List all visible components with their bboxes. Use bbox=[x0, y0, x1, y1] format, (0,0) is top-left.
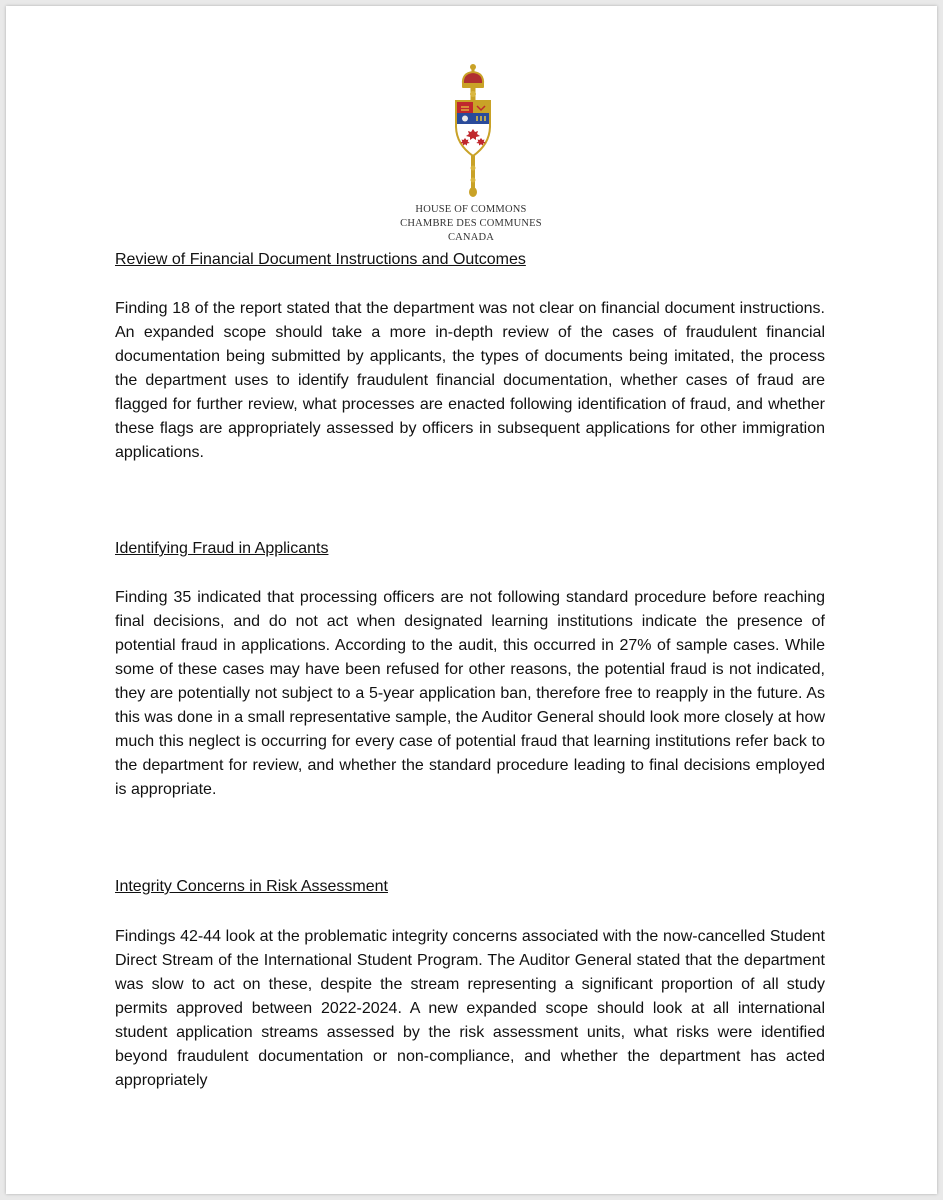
letterhead-line-french: CHAMBRE DES COMMUNES bbox=[400, 218, 542, 229]
letterhead-line-english: HOUSE OF COMMONS bbox=[415, 204, 527, 215]
document-page bbox=[6, 6, 937, 1194]
section-body-financial-documents: Finding 18 of the report stated that the department was not clear on financial document instructions. An expanded scope should take a more in-depth review of the cases of fraudulent financial documentation being submitted by applicants, the types of documents being imitated, the process the department uses to identify fraudulent financial documentation, whether cases of fraud are flagged for further review, what processes are enacted following identification of fraud, and whether these flags are appropriately assessed by officers in subsequent applications for other immigration applications. bbox=[115, 300, 825, 461]
house-of-commons-crest-icon bbox=[453, 64, 493, 198]
section-body-identifying-fraud: Finding 35 indicated that processing officers are not following standard procedure before reaching final decisions, and do not act when designated learning institutions indicate the presence of potential fraud in applications. According to the audit, this occurred in 27% of sample cases. While some of these cases may have been refused for other reasons, the potential fraud is not indicated, they are potentially not subject to a 5-year application ban, therefore free to reapply in the future. As this was done in a small representative sample, the Auditor General should look more closely at how much this neglect is occurring for every case of potential fraud that learning institutions refer back to the department for review, and whether the standard procedure leading to final decisions employed is appropriate. bbox=[115, 589, 825, 798]
letterhead bbox=[331, 203, 611, 245]
letterhead-line-country: CANADA bbox=[447, 232, 495, 243]
section-heading-financial-documents: Review of Financial Document Instructions and Outcomes bbox=[115, 251, 526, 268]
section-heading-risk-assessment: Integrity Concerns in Risk Assessment bbox=[115, 878, 388, 895]
section-heading-identifying-fraud: Identifying Fraud in Applicants bbox=[115, 540, 329, 557]
section-body-risk-assessment: Findings 42-44 look at the problematic integrity concerns associated with the now-cancelled Student Direct Stream of the International Student Program. The Auditor General stated that the department was slow to act on these, despite the stream representing a significant proportion of all study permits approved between 2022-2024. A new expanded scope should look at all international student application streams assessed by the risk assessment units, what risks were identified beyond fraudulent documentation or non-compliance, and whether the department has acted appropriately bbox=[115, 928, 825, 1089]
